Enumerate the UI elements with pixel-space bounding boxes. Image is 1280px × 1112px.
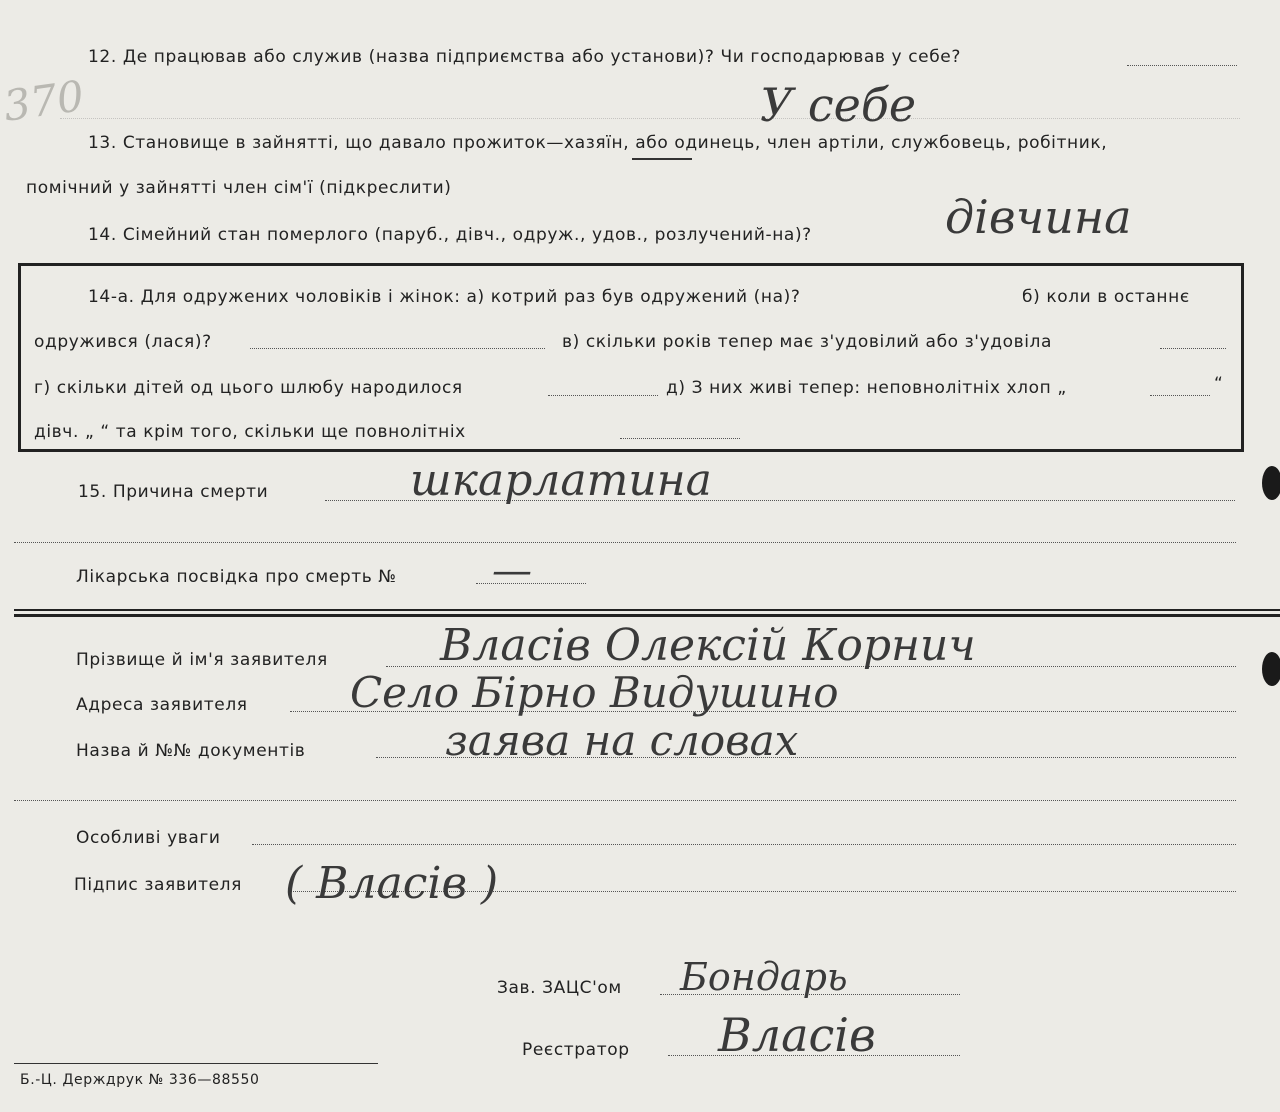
question-15-answer: шкарлатина: [410, 455, 712, 506]
binder-hole-mark-upper: [1262, 466, 1280, 500]
applicant-signature-label: Підпис заявителя: [74, 875, 242, 895]
question-12-label: 12. Де працював або служив (назва підприємства або установи)? Чи господарював у себе?: [88, 47, 961, 67]
margin-pencil-note: 370: [0, 71, 87, 131]
applicant-signature-value: ( Власів ): [285, 858, 499, 909]
question-14a-line3-dots: [548, 395, 658, 396]
special-notes-label: Особливі уваги: [76, 828, 221, 848]
applicant-address-label: Адреса заявителя: [76, 695, 248, 715]
question-15-label: 15. Причина смерти: [78, 482, 269, 502]
documents-label: Назва й №№ документів: [76, 741, 306, 761]
question-14a-line1: 14-а. Для одружених чоловіків і жінок: а) котрий раз був одружений (на)?: [88, 287, 801, 307]
section-divider-top: [14, 609, 1280, 611]
question-14a-line2-b: в) скільки років тепер має з'удовілий або з'удовіла: [562, 332, 1053, 352]
question-14a-line2-end-dots: [1160, 348, 1226, 349]
question-13-label-line2: помічний у зайнятті член сім'ї (підкреслити): [26, 178, 452, 198]
documents-value: заява на словах: [445, 716, 799, 765]
question-13-label-line1: 13. Становище в зайнятті, що давало прожиток—хазяїн, або одинець, член артіли, службовець, робітник,: [88, 133, 1108, 153]
question-12-dotted-line: [1127, 65, 1237, 66]
applicant-name-label: Прізвище й ім'я заявителя: [76, 650, 328, 670]
printer-mark: Б.-Ц. Держдрук № 336—88550: [20, 1072, 260, 1088]
section-divider-bottom: [14, 614, 1280, 617]
documents-second-line: [14, 800, 1236, 801]
medical-certificate-answer: —: [492, 548, 532, 594]
question-12-answer-line: [60, 118, 1240, 119]
question-14a-line3-end-dots: [1150, 395, 1210, 396]
question-14a-line2-a: одружився (лася)?: [34, 332, 212, 352]
special-notes-dotted-line: [252, 844, 1236, 845]
registrar-label: Реєстратор: [522, 1040, 630, 1060]
question-14a-line4-dots: [620, 438, 740, 439]
underline-hazyain: [632, 158, 692, 160]
question-14a-line3-b: д) З них живі тепер: неповнолітніх хлоп „: [666, 378, 1067, 398]
printer-mark-rule: [14, 1063, 378, 1064]
registry-head-label: Зав. ЗАЦС'ом: [497, 978, 622, 998]
question-14-answer: дівчина: [945, 190, 1132, 244]
registrar-signature: Власів: [718, 1008, 876, 1062]
question-14a-line1-b: б) коли в останнє: [1022, 287, 1190, 307]
binder-hole-mark-lower: [1262, 652, 1280, 686]
applicant-name-value: Власів Олексій Корнич: [440, 620, 976, 671]
question-12-answer: У себе: [760, 78, 917, 132]
question-14a-line2-dots: [250, 348, 545, 349]
medical-certificate-label: Лікарська посвідка про смерть №: [76, 567, 397, 587]
question-14a-line4: дівч. „ “ та крім того, скільки ще повнолітніх: [34, 422, 466, 442]
question-15-second-line: [14, 542, 1236, 543]
question-14-label: 14. Сімейний стан померлого (паруб., дівч., одруж., удов., розлучений-на)?: [88, 225, 812, 245]
registry-head-signature: Бондарь: [680, 955, 848, 999]
applicant-address-value: Село Бірно Видушино: [350, 668, 839, 717]
question-14a-line3-c: “: [1214, 374, 1224, 394]
question-14a-line3-a: г) скільки дітей од цього шлюбу народилося: [34, 378, 463, 398]
